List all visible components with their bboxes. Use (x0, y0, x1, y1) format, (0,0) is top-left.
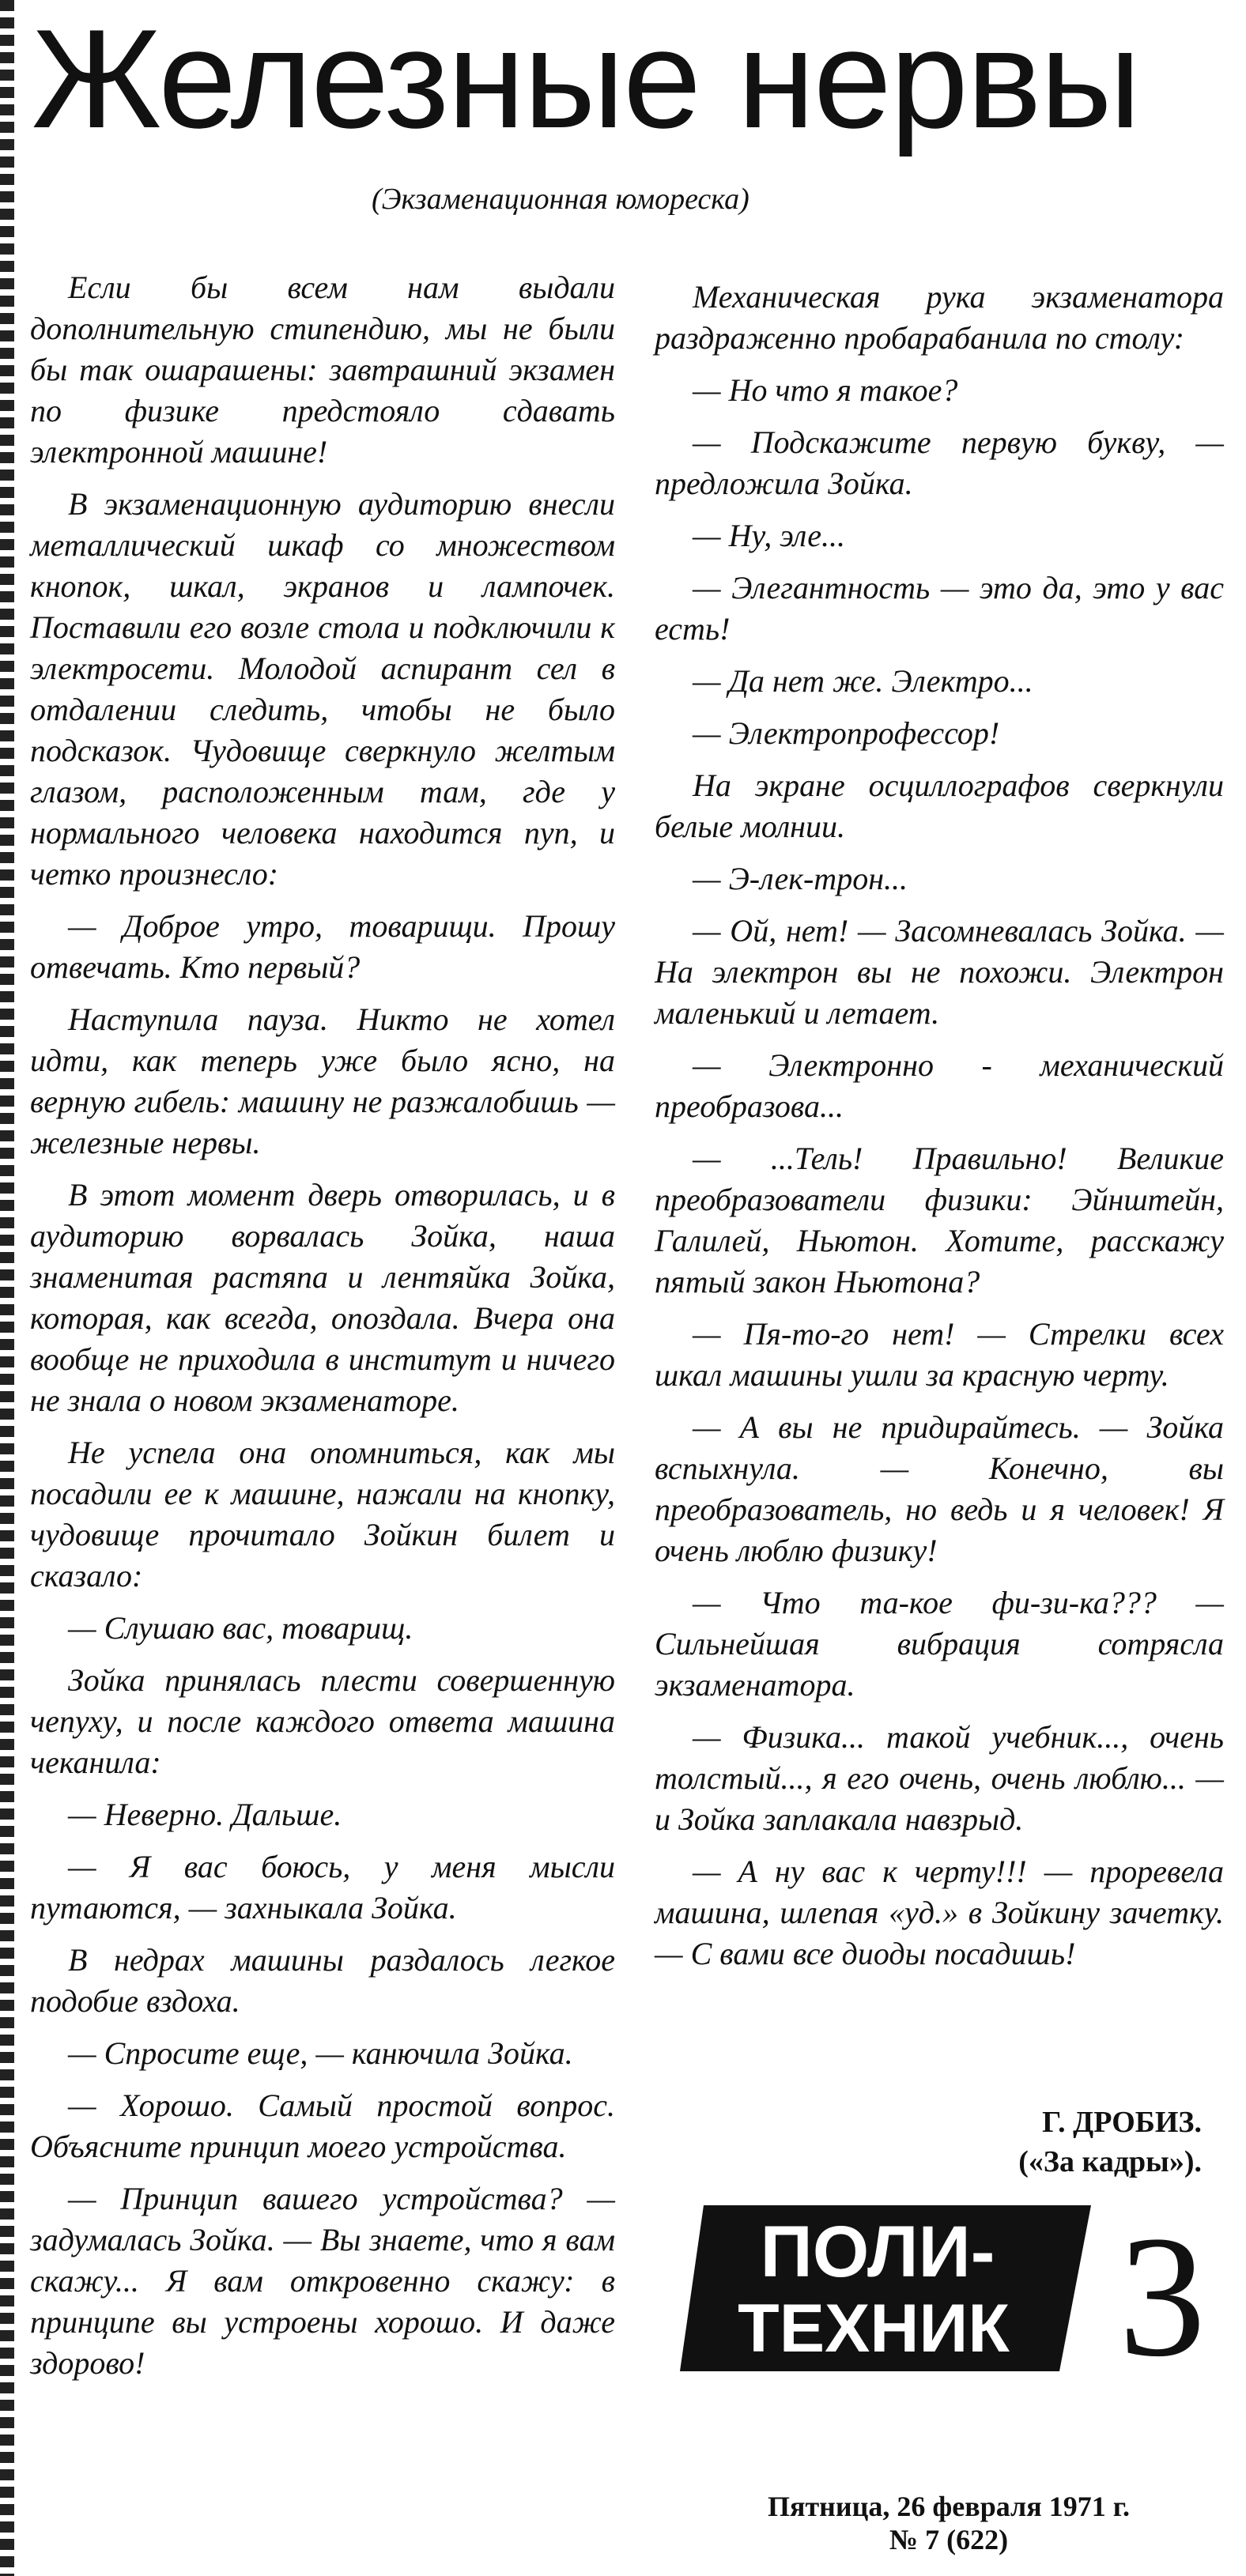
logo-line-1: ПОЛИ- (760, 2212, 995, 2292)
article-column-right (655, 277, 1224, 1986)
paragraph: Не успела она опомниться, как мы посадили ее к машине, нажали на кнопку, чудовище прочитало Зойкин билет и сказало: (30, 1435, 615, 1593)
paragraph: — ...Тель! Правильно! Великие преобразователи физики: Эйнштейн, Галилей, Ньютон. Хотите, расскажу пятый закон Ньютона? (655, 1141, 1224, 1299)
paragraph: — Я вас боюсь, у меня мысли путаются, — захныкала Зойка. (30, 1849, 615, 1925)
paragraph: — Физика... такой учебник..., очень толстый..., я его очень, очень люблю... — и Зойка заплакала навзрыд. (655, 1719, 1224, 1837)
paragraph: Если бы всем нам выдали дополнительную стипендию, мы не были бы так ошарашены: завтрашний экзамен по физике предстояло сдавать электронной машине! (30, 270, 615, 470)
paragraph: — Элегантность — это да, это у вас есть! (655, 570, 1224, 647)
paragraph: — Ой, нет! — Засомневалась Зойка. — На электрон вы не похожи. Электрон маленький и летает. (655, 913, 1224, 1031)
paragraph: — Э-лек-трон... (693, 861, 908, 896)
page-number: 3 (1119, 2200, 1206, 2393)
logo-line-2: ТЕХНИК (738, 2291, 1010, 2367)
page-edge-decoration (0, 0, 14, 2576)
paragraph: В недрах машины раздалось легкое подобие вздоха. (30, 1942, 615, 2019)
paragraph: На экране осциллографов сверкнули белые молнии. (655, 768, 1224, 844)
article-column-left (30, 267, 615, 2395)
paragraph: В этот момент дверь отворилась, и в аудиторию ворвалась Зойка, наша знаменитая растяпа и лентяйка Зойка, которая, как всегда, опоздала. Вчера она вообще не приходила в институт и ничего не знала о новом экзаменаторе. (30, 1177, 615, 1418)
paragraph: — Электронно - механический преобразова... (655, 1047, 1224, 1124)
paragraph: — Ну, эле... (693, 518, 846, 553)
paragraph: — Принцип вашего устройства? — задумалась Зойка. — Вы знаете, что я вам скажу... Я вам откровенно скажу: в принципе вы устроены хорошо. И даже здорово! (30, 2181, 615, 2381)
paragraph: Наступила пауза. Никто не хотел идти, как теперь уже было ясно, на верную гибель: машину не разжалобишь — железные нервы. (30, 1001, 615, 1160)
paragraph: — Слушаю вас, товарищ. (68, 1610, 413, 1646)
paragraph: — Пя-то-го нет! — Стрелки всех шкал машины ушли за красную черту. (655, 1316, 1224, 1393)
paragraph: — Подскажите первую букву, — предложила Зойка. (655, 424, 1224, 501)
author-byline (838, 2103, 1202, 2182)
paragraph: — Хорошо. Самый простой вопрос. Объясните принцип моего устройства. (30, 2088, 615, 2164)
paragraph: — А вы не придирайтесь. — Зойка вспыхнула. — Конечно, вы преобразователь, но ведь и я человек! Я очень люблю физику! (655, 1409, 1224, 1568)
paragraph: Зойка принялась плести совершенную чепуху, и после каждого ответа машина чеканила: (30, 1662, 615, 1780)
paragraph: — Спросите еще, — канючила Зойка. (68, 2035, 573, 2071)
paragraph: В экзаменационную аудиторию внесли металлический шкаф со множеством кнопок, шкал, экранов и лампочек. Поставили его возле стола и подключили к электросети. Молодой аспирант сел в отдалении следить, чтобы не было подсказок. Чудовище сверкнуло желтым глазом, расположенным там, где у нормального человека находится пуп, и четко произнесло: (30, 486, 615, 892)
article-subtitle: (Экзаменационная юмореска) (372, 183, 749, 216)
author-name: Г. ДРОБИЗ. (1042, 2106, 1202, 2139)
paragraph: — Да нет же. Электро... (693, 663, 1033, 699)
paragraph: — Неверно. Дальше. (68, 1797, 342, 1832)
issue-dateline (672, 2490, 1225, 2556)
paragraph: Механическая рука экзаменатора раздраженно пробарабанила по столу: (655, 279, 1224, 356)
author-source: («За кадры»). (1018, 2145, 1202, 2178)
article-headline: Железные нервы (32, 0, 1140, 157)
paragraph: — А ну вас к черту!!! — проревела машина, шлепая «уд.» в Зойкину зачетку. — С вами все диоды посадишь! (655, 1854, 1224, 1971)
paragraph: — Доброе утро, товарищи. Прошу отвечать. Кто первый? (30, 908, 615, 985)
paragraph: — Но что я такое? (693, 372, 958, 408)
issue-date: Пятница, 26 февраля 1971 г. (767, 2491, 1130, 2522)
newspaper-logo (680, 2197, 1091, 2379)
paragraph: — Что та-кое фи-зи-ка??? — Сильнейшая вибрация сотрясла экзаменатора. (655, 1585, 1224, 1703)
issue-number: № 7 (622) (889, 2524, 1009, 2555)
paragraph: — Электропрофессор! (693, 715, 1000, 751)
